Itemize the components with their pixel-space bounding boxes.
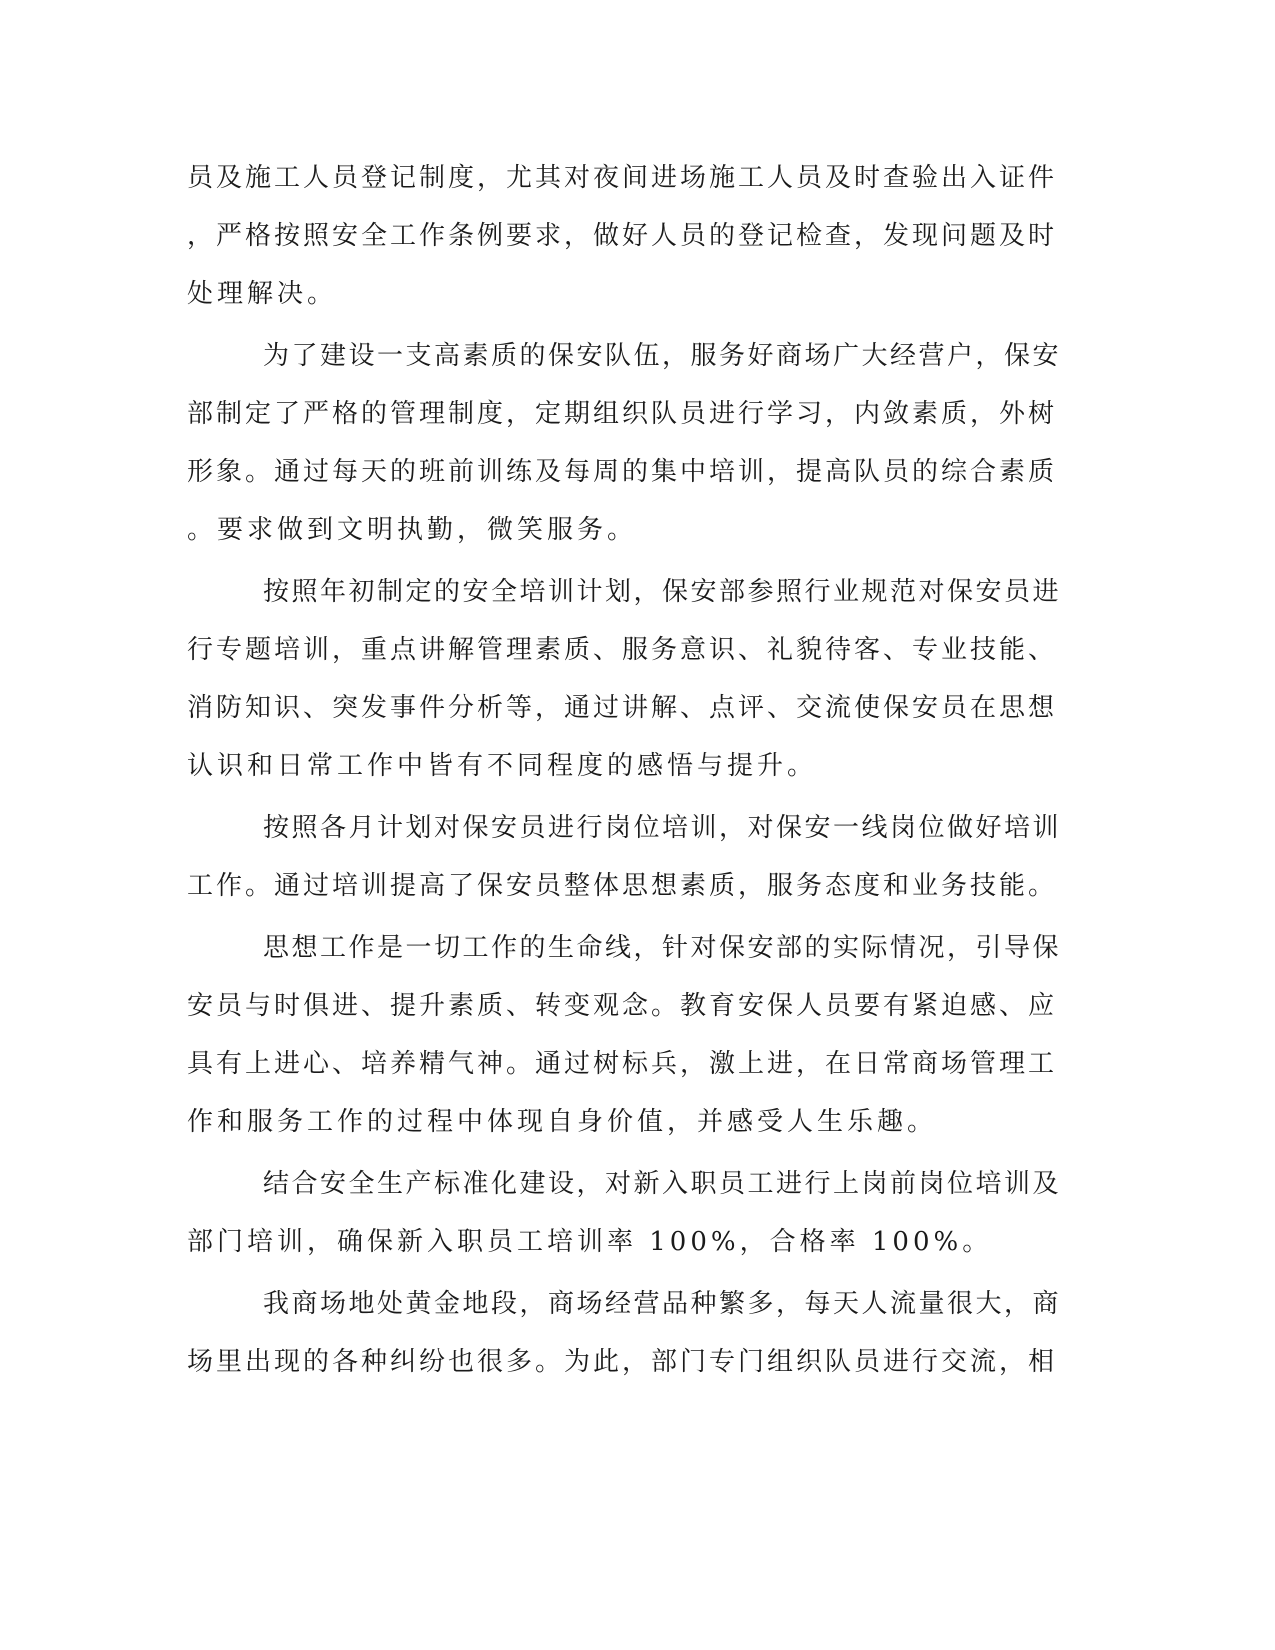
- paragraph-first-line: 按照年初制定的安全培训计划，保安部参照行业规范对保安员进: [263, 577, 1062, 607]
- text-line: 安员与时俱进、提升素质、转变观念。教育安保人员要有紧迫感、应: [187, 991, 1058, 1021]
- paragraph-first-line: 思想工作是一切工作的生命线，针对保安部的实际情况，引导保: [263, 933, 1062, 963]
- text-line: 部制定了严格的管理制度，定期组织队员进行学习，内敛素质，外树: [187, 399, 1058, 429]
- paragraph-first-line: 我商场地处黄金地段，商场经营品种繁多，每天人流量很大，商: [263, 1289, 1062, 1319]
- paragraph-first-line: 结合安全生产标准化建设，对新入职员工进行上岗前岗位培训及: [263, 1169, 1062, 1199]
- text-line: 场里出现的各种纠纷也很多。为此，部门专门组织队员进行交流，相: [187, 1347, 1058, 1377]
- text-line: 员及施工人员登记制度，尤其对夜间进场施工人员及时查验出入证件: [187, 163, 1058, 193]
- text-line: 消防知识、突发事件分析等，通过讲解、点评、交流使保安员在思想: [187, 693, 1058, 723]
- text-line: 工作。通过培训提高了保安员整体思想素质，服务态度和业务技能。: [187, 871, 1058, 901]
- text-line: 。要求做到文明执勤，微笑服务。: [187, 515, 638, 545]
- text-line: ，严格按照安全工作条例要求，做好人员的登记检查，发现问题及时: [187, 221, 1058, 251]
- text-line: 认识和日常工作中皆有不同程度的感悟与提升。: [187, 751, 818, 781]
- text-line: 作和服务工作的过程中体现自身价值，并感受人生乐趣。: [187, 1107, 938, 1137]
- text-line: 具有上进心、培养精气神。通过树标兵，激上进，在日常商场管理工: [187, 1049, 1058, 1079]
- text-line: 处理解决。: [187, 279, 338, 309]
- paragraph-first-line: 为了建设一支高素质的保安队伍，服务好商场广大经营户，保安: [263, 341, 1062, 371]
- text-line: 部门培训，确保新入职员工培训率 100%，合格率 100%。: [187, 1227, 993, 1257]
- paragraph-first-line: 按照各月计划对保安员进行岗位培训，对保安一线岗位做好培训: [263, 813, 1062, 843]
- text-line: 行专题培训，重点讲解管理素质、服务意识、礼貌待客、专业技能、: [187, 635, 1058, 665]
- text-line: 形象。通过每天的班前训练及每周的集中培训，提高队员的综合素质: [187, 457, 1058, 487]
